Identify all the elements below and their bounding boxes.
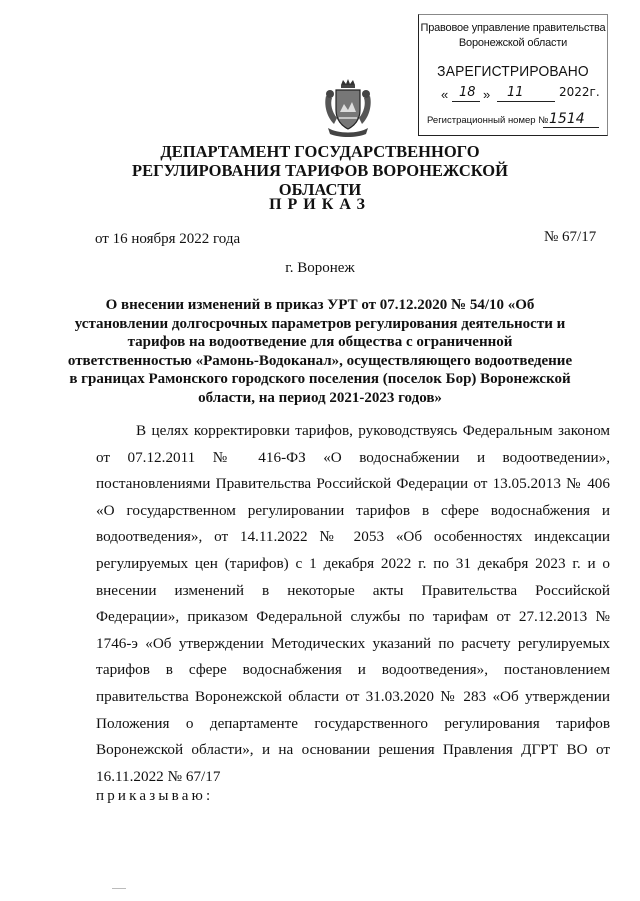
document-subject-text: О внесении изменений в приказ УРТ от 07.12.2020 № 54/10 «Об установлении долгосрочных параметров регулирования деятельности и тарифов на водоотведение для общества с ограниченной ответственностью «Рамонь-Водоканал», осуществляющего водоотведение в границах Рамонского городского поселения (поселок Бор) Воронежской области, на период 2021-2023 годов» [67, 297, 573, 406]
stamp-quote-close: » [483, 87, 491, 102]
stamp-reg-number: 1514 [549, 111, 585, 127]
department-title [0, 142, 640, 199]
stamp-registered: ЗАРЕГИСТРИРОВАНО [437, 63, 589, 80]
document-number: № 67/17 [544, 229, 597, 245]
document-city: г. Воронеж [285, 260, 355, 276]
department-title-text: ДЕПАРТАМЕНТ ГОСУДАРСТВЕННОГО РЕГУЛИРОВАНИЯ ТАРИФОВ ВОРОНЕЖСКОЙ ОБЛАСТИ [132, 142, 508, 199]
stamp-month: 11 [507, 85, 524, 100]
registration-stamp [418, 14, 608, 136]
order-word: приказываю: [96, 788, 214, 804]
stamp-org-line1: Правовое управление правительства [420, 22, 606, 34]
stamp-org-line2: Воронежской области [458, 37, 568, 49]
body-paragraph: В целях корректировки тарифов, руководствуясь Федеральным законом от 07.12.2011 № 416-ФЗ «О водоснабжении и водоотведении», постановлениями Правительства Российской Федерации от 13.05.2013 № 406 «О государственном регулировании тарифов в сфере водоснабжения и водоотведения», от 14.11.2022 № 2053 «Об особенностях индексации регулируемых цен (тарифов) с 1 декабря 2022 г. по 31 декабря 2023 г. и о внесении изменений в некоторые акты Правительства Российской Федерации», приказом Федеральной службы по тарифам от 27.12.2013 № 1746-э «Об утверждении Методических указаний по расчету регулируемых тарифов в сфере водоснабжения и водоотведения», постановлением правительства Воронежской области от 31.03.2020 № 283 «Об утверждении Положения о департаменте государственного регулирования тарифов Воронежской области», и на основании решения Правления ДГРТ ВО от 16.11.2022 № 67/17 [96, 422, 610, 785]
document-body [96, 418, 610, 790]
stamp-quote-open: « [441, 87, 449, 102]
stamp-day-underline [452, 101, 480, 102]
document-type: ПРИКАЗ [269, 196, 371, 213]
stamp-year: 2022г. [559, 85, 600, 99]
document-subject [0, 296, 640, 407]
stamp-reg-underline [543, 127, 599, 128]
stamp-reg-label: Регистрационный номер № [427, 115, 549, 126]
stamp-month-underline [497, 101, 555, 102]
document-date: от 16 ноября 2022 года [95, 231, 241, 247]
scan-artifact [112, 888, 126, 889]
stamp-day: 18 [459, 85, 476, 100]
coat-of-arms-emblem [322, 78, 374, 140]
